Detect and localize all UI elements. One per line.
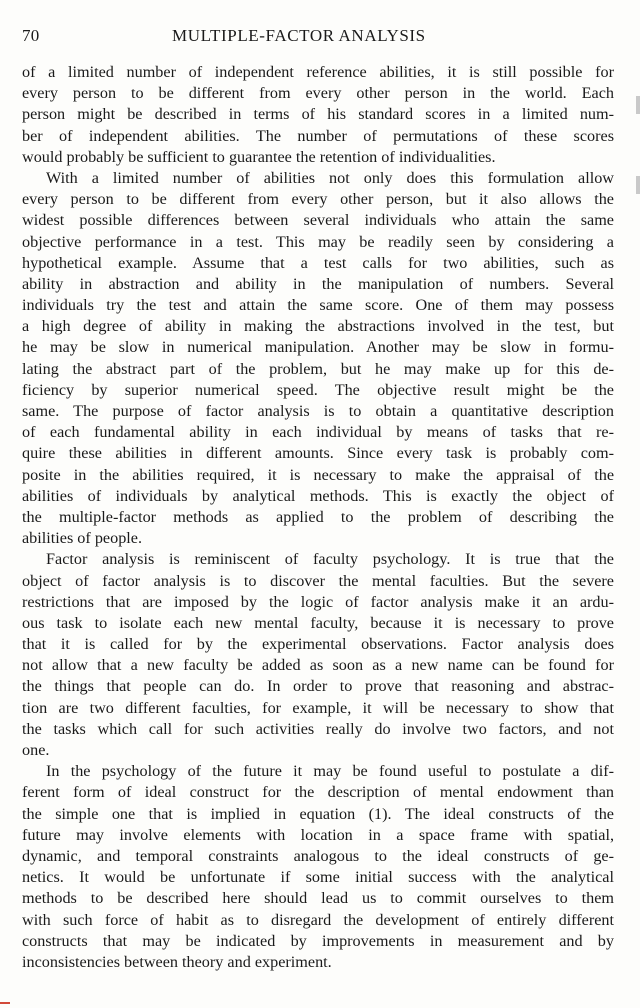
text-line: abilities of individuals by analytical methods. This is exactly the object of: [22, 486, 614, 505]
text-line: ficiency by superior numerical speed. The objective result might be the: [22, 380, 614, 399]
text-line: future may involve elements with location in a space frame with spatial,: [22, 825, 614, 844]
page-number: 70: [22, 26, 40, 45]
text-line: of each fundamental ability in each individual by means of tasks that re-: [22, 423, 614, 442]
text-line: with such force of habit as to disregard the development of entirely different: [22, 910, 614, 929]
text-line: posite in the abilities required, it is necessary to make the appraisal of the: [22, 465, 614, 484]
text-line: every person to be different from every other person in the world. Each: [22, 84, 614, 103]
text-line: ability in abstraction and ability in the manipulation of numbers. Several: [22, 274, 614, 293]
scan-edge-mark: [636, 176, 640, 194]
text-line: In the psychology of the future it may be found useful to postulate a dif-: [46, 762, 614, 781]
text-line: abilities of people.: [22, 529, 143, 548]
text-line: object of factor analysis is to discover the mental faculties. But the severe: [22, 571, 614, 590]
text-line: widest possible differences between several individuals who attain the same: [22, 211, 614, 230]
page-header: [22, 26, 616, 48]
paragraph-3: [22, 549, 614, 761]
paragraph-4: [22, 761, 614, 973]
body-text: [22, 62, 614, 973]
scan-corner-mark: [0, 1002, 10, 1004]
text-line: methods to be described here should lead us to commit ourselves to them: [22, 889, 614, 908]
text-line: restrictions that are imposed by the logic of factor analysis make it an ardu-: [22, 592, 614, 611]
text-line: quire these abilities in different amounts. Since every task is probably com-: [22, 444, 614, 463]
text-line: a high degree of ability in making the abstractions involved in the test, but: [22, 317, 614, 336]
text-line: of a limited number of independent reference abilities, it is still possible for: [22, 63, 614, 81]
text-line: individuals try the test and attain the same score. One of them may possess: [22, 296, 614, 315]
scan-edge-mark: [636, 96, 640, 114]
text-line: he may be slow in numerical manipulation. Another may be slow in formu-: [22, 338, 614, 357]
text-line: netics. It would be unfortunate if some initial success with the analytical: [22, 868, 614, 887]
text-line: Factor analysis is reminiscent of faculty psychology. It is true that the: [46, 550, 614, 569]
running-title: MULTIPLE-FACTOR ANALYSIS: [172, 26, 426, 45]
text-line: ous task to isolate each new mental faculty, because it is necessary to prove: [22, 613, 614, 632]
text-line: one.: [22, 741, 50, 759]
text-line: inconsistencies between theory and experiment.: [22, 952, 332, 971]
text-line: ber of independent abilities. The number of permutations of these scores: [22, 126, 614, 145]
text-line: person might be described in terms of his standard scores in a limited num-: [22, 105, 614, 124]
text-line: the simple one that is implied in equation (1). The ideal constructs of the: [22, 804, 614, 823]
text-line: ferent form of ideal construct for the description of mental endowment than: [22, 783, 614, 802]
text-line: same. The purpose of factor analysis is to obtain a quantitative description: [22, 402, 614, 420]
text-line: every person to be different from every other person, but it also allows the: [22, 190, 614, 209]
text-line: not allow that a new faculty be added as soon as a new name can be found for: [22, 656, 614, 675]
text-line: hypothetical example. Assume that a test calls for two abilities, such as: [22, 253, 614, 272]
text-line: the tasks which call for such activities really do involve two factors, and not: [22, 719, 614, 738]
text-line: lating the abstract part of the problem, but he may make up for this de-: [22, 359, 614, 378]
text-line: constructs that may be indicated by improvements in measurement and by: [22, 931, 614, 950]
text-line: the multiple-factor methods as applied to the problem of describing the: [22, 507, 614, 526]
text-line: would probably be sufficient to guarantee the retention of individualities.: [22, 147, 496, 166]
text-line: that it is called for by the experimental observations. Factor analysis does: [22, 635, 614, 654]
text-line: the things that people can do. In order to prove that reasoning and abstrac-: [22, 677, 614, 696]
text-line: objective performance in a test. This may be readily seen by considering a: [22, 232, 614, 251]
text-line: With a limited number of abilities not only does this formulation allow: [46, 168, 614, 187]
text-line: tion are two different faculties, for example, it will be necessary to show that: [22, 698, 614, 717]
paragraph-1: [22, 62, 614, 168]
text-line: dynamic, and temporal constraints analogous to the ideal constructs of ge-: [22, 846, 614, 865]
paragraph-2: [22, 168, 614, 549]
